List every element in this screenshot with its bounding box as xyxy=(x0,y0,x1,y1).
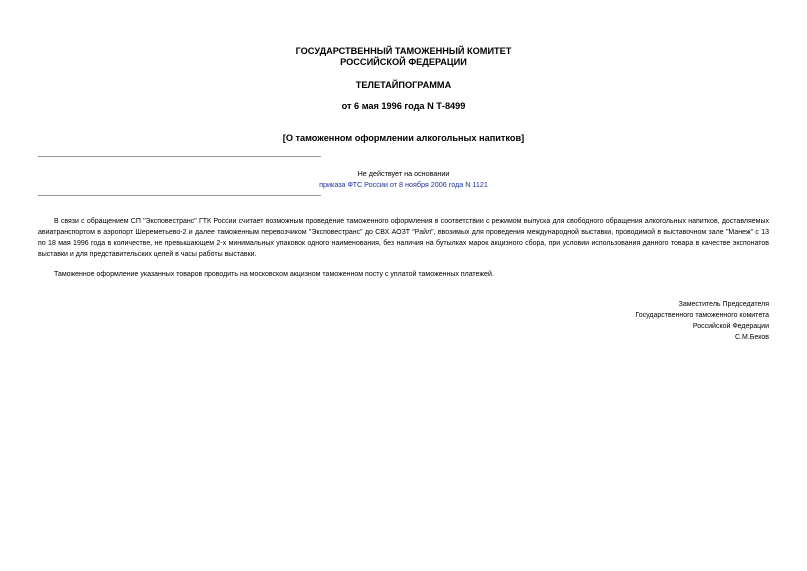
document-type: ТЕЛЕТАЙПОГРАММА xyxy=(355,80,452,90)
signature-block xyxy=(469,299,769,343)
separator-bottom xyxy=(38,195,321,196)
issuer-name-line1: ГОСУДАРСТВЕННЫЙ ТАМОЖЕННЫЙ КОМИТЕТ xyxy=(295,46,512,56)
document-title: [О таможенном оформлении алкогольных напитков] xyxy=(282,133,525,143)
signatory-position-line2: Государственного таможенного комитета xyxy=(635,312,769,319)
repeal-order-link[interactable]: приказа ФТС России от 8 ноября 2006 года N 1121 xyxy=(319,180,488,189)
body-paragraph-2: Таможенное оформление указанных товаров проводить на московском акцизном таможенном посту с уплатой таможенных платежей. xyxy=(54,271,494,278)
signatory-position-line1: Заместитель Председателя xyxy=(678,301,769,308)
body-paragraph-1: В связи с обращением СП "Эксповестранс" ГТК России считает возможным проведение таможенного оформления в соответствии с режимом выпуска для свободного обращения алкогольных напитков, доставляемых авиатранспортом в аэропорт Шереметьево-2 и далее таможенным перевозчиком "Эксповестранс" до СВХ АОЗТ "Райл", ввозимых для проведения международной выставки, проводимой в выставочном зале "Манеж" с 13 по 18 мая 1996 года в количестве, не превышающем 2-х минимальных упаковок одного наименования, без наличия на бутылках марок акцизного сбора, при условии использования данного товара в качестве экспонатов выставки и для представительских целей в часы работы выставки. xyxy=(38,218,769,258)
issuer-name-line2: РОССИЙСКОЙ ФЕДЕРАЦИИ xyxy=(340,57,467,67)
status-notice-link-wrap xyxy=(0,180,807,189)
document-date-number: от 6 мая 1996 года N Т-8499 xyxy=(341,101,466,111)
signatory-name: С.М.Беков xyxy=(734,334,769,341)
signatory-position-line3: Российской Федерации xyxy=(692,323,769,330)
status-notice-text: Не действует на основании xyxy=(357,169,450,178)
separator-top xyxy=(38,156,321,157)
